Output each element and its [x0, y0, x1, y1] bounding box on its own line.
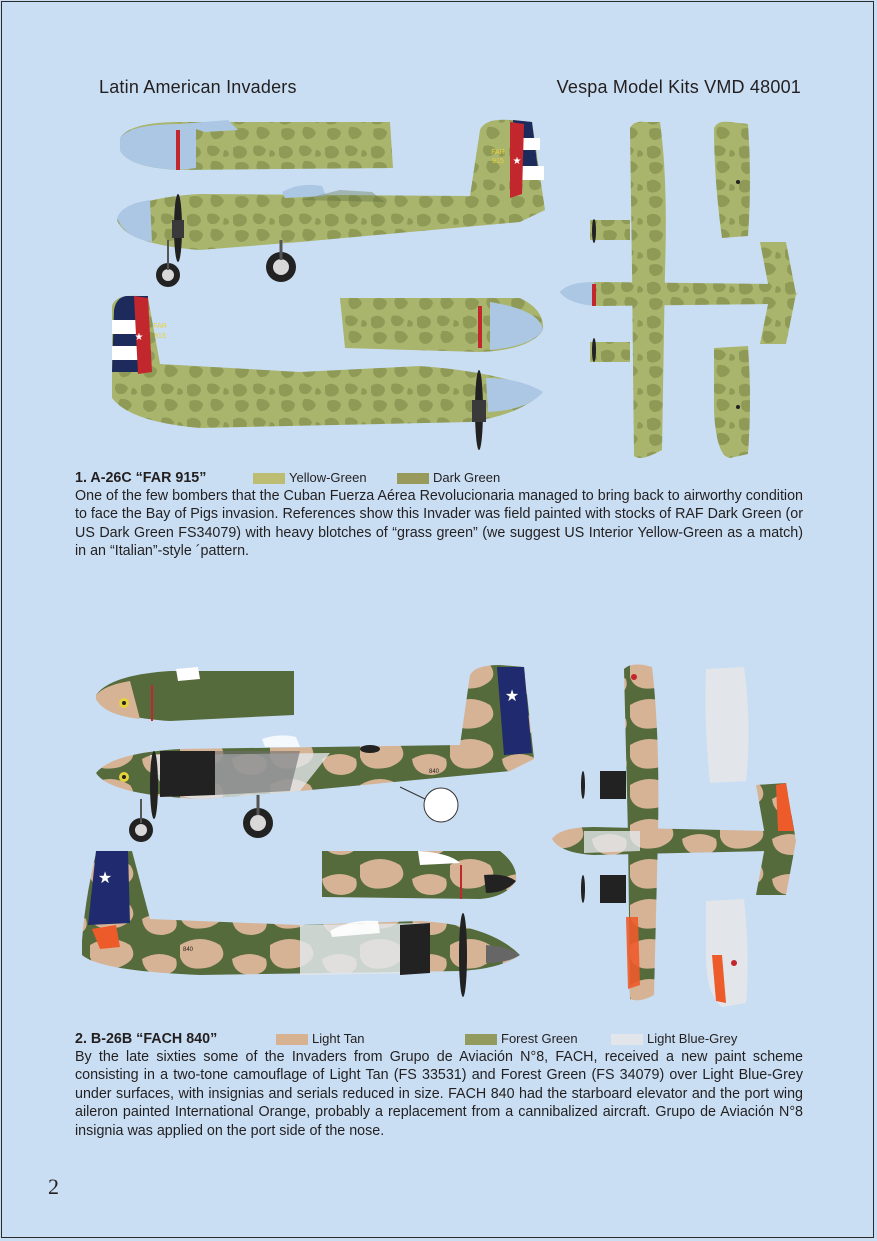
caption2-title: 2. B-26B “FACH 840” [75, 1031, 218, 1047]
legend-swatch [397, 473, 429, 484]
caption-far-915 [75, 469, 803, 561]
legend-label: Dark Green [433, 470, 501, 485]
legend-light-tan [276, 1030, 365, 1048]
svg-text:★: ★ [504, 688, 520, 705]
legend-label: Forest Green [501, 1031, 578, 1046]
fuselage-serial-2: 840 [182, 947, 194, 953]
caption1-title: 1. A-26C “FAR 915” [75, 470, 207, 486]
svg-text:★: ★ [134, 332, 144, 343]
profile1-upper-nose-view [120, 120, 393, 170]
caption1-title-row [75, 469, 803, 487]
legend-dark-green [397, 469, 500, 487]
caption2-body: By the late sixties some of the Invaders from Grupo de Aviación N°8, FACH, received a new paint scheme consisting in a two-tone camouflage of Light Tan (FS 33531) and Forest Green (FS 34079) over Light Blue-Grey under surfaces, with insignias and serials reduced in size. FACH 840 had the starboard elevator and the port wing aileron painted International Orange, probably a replacement from a cannibalized aircraft. Grupo de Aviación N°8 insignia was applied on the port side of the nose. [75, 1049, 803, 1139]
fin-serial-top-1: FAR [491, 149, 505, 156]
fin-serial-bottom-2: 915 [154, 333, 166, 340]
header-book-title: Latin American Invaders [99, 77, 297, 97]
legend-forest-green [465, 1030, 578, 1048]
legend-label: Light Tan [312, 1031, 365, 1046]
page-number: 2 [48, 1174, 59, 1199]
artwork-far-915 [0, 110, 877, 470]
svg-text:★: ★ [512, 156, 522, 167]
artwork-fach-840 [0, 655, 877, 1025]
legend-swatch [253, 473, 285, 484]
legend-light-blue-grey [611, 1030, 737, 1048]
caption2-title-row [75, 1030, 803, 1048]
profile2-port-side-view [82, 851, 520, 997]
profile2-upper-nose-view [96, 667, 294, 721]
caption1-body: One of the few bombers that the Cuban Fuerza Aérea Revolucionaria managed to bring back to airworthy condition to face the Bay of Pigs invasion. References show this Invader was field painted with stocks of RAF Dark Green (or US Dark Green FS34079) with heavy blotches of “grass green” (we suggest US Interior Yellow-Green as a match) in an “Italian”-style ´pattern. [75, 488, 803, 560]
fin-serial-bottom-1: 915 [492, 158, 504, 165]
caption-fach-840 [75, 1030, 803, 1140]
header-kit-reference: Vespa Model Kits VMD 48001 [556, 77, 801, 97]
profile1-plan-view [560, 122, 798, 458]
legend-yellow-green [253, 469, 367, 487]
legend-label: Light Blue-Grey [647, 1031, 738, 1046]
legend-swatch [611, 1034, 643, 1045]
fin-serial-top-2: FAR [153, 323, 167, 330]
svg-text:★: ★ [97, 870, 113, 887]
fuselage-serial-1: 840 [428, 769, 440, 775]
legend-swatch [465, 1034, 497, 1045]
profile2-plan-view [552, 665, 796, 1008]
legend-label: Yellow-Green [289, 470, 367, 485]
legend-swatch [276, 1034, 308, 1045]
profile1-port-side-view [112, 296, 543, 450]
